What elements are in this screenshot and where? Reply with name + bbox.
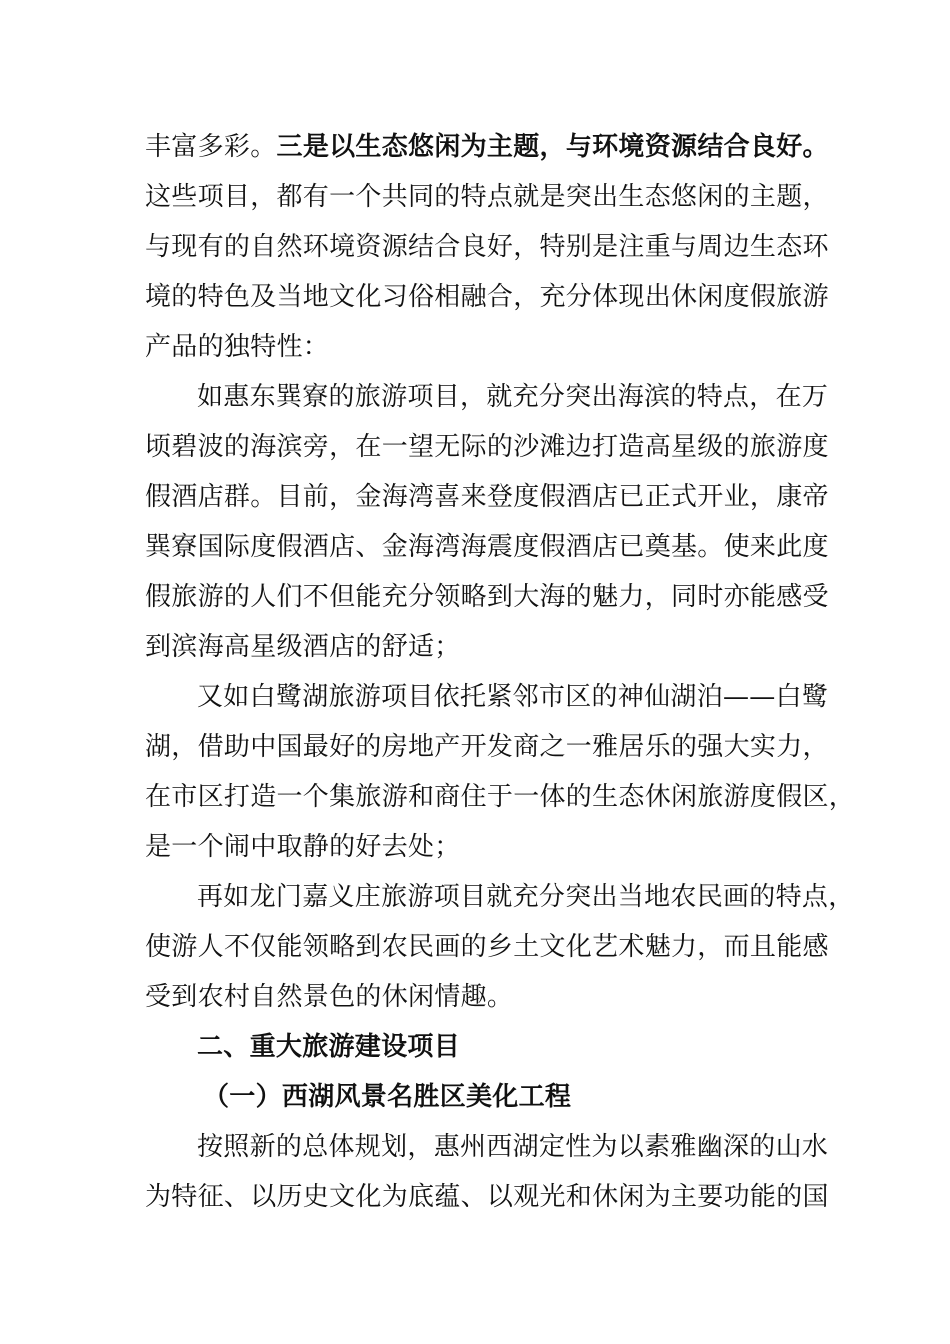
paragraph-line: 湖，借助中国最好的房地产开发商之一雅居乐的强大实力， (145, 732, 829, 762)
paragraph-line: 到滨海高星级酒店的舒适； (145, 632, 461, 662)
paragraph-line: 巽寮国际度假酒店、金海湾海震度假酒店已奠基。使来此度 (145, 532, 829, 562)
paragraph-line: 假旅游的人们不但能充分领略到大海的魅力，同时亦能感受 (145, 582, 829, 612)
paragraph-line: 顷碧波的海滨旁，在一望无际的沙滩边打造高星级的旅游度 (145, 432, 829, 462)
paragraph-line: 使游人不仅能领略到农民画的乡土文化艺术魅力，而且能感 (145, 932, 829, 962)
paragraph-line: 如惠东巽寮的旅游项目，就充分突出海滨的特点，在万 (197, 382, 829, 412)
section-heading: 二、重大旅游建设项目 (197, 1032, 461, 1062)
subsection-heading: （一）西湖风景名胜区美化工程 (203, 1082, 572, 1112)
paragraph-line: 是一个闹中取静的好去处； (145, 832, 461, 862)
text-emphasis: 三是以生态悠闲为主题，与环境资源结合良好。 (276, 132, 829, 162)
paragraph-line: 产品的独特性： (145, 332, 330, 362)
paragraph-line: 在市区打造一个集旅游和商住于一体的生态休闲旅游度假区， (145, 782, 856, 812)
paragraph-line: 再如龙门嘉义庄旅游项目就充分突出当地农民画的特点， (197, 882, 855, 912)
paragraph-line: 假酒店群。目前，金海湾喜来登度假酒店已正式开业，康帝 (145, 482, 829, 512)
paragraph-line: 与现有的自然环境资源结合良好，特别是注重与周边生态环 (145, 232, 829, 262)
paragraph-line: 为特征、以历史文化为底蕴、以观光和休闲为主要功能的国 (145, 1182, 829, 1212)
paragraph-line: 按照新的总体规划，惠州西湖定性为以素雅幽深的山水 (197, 1132, 829, 1162)
paragraph-line: 受到农村自然景色的休闲情趣。 (145, 982, 514, 1012)
body-text (145, 122, 856, 1222)
paragraph-line: 这些项目，都有一个共同的特点就是突出生态悠闲的主题， (145, 182, 829, 212)
paragraph-line: 境的特色及当地文化习俗相融合，充分体现出休闲度假旅游 (145, 282, 829, 312)
text-normal: 丰富多彩。 (145, 132, 277, 162)
paragraph-line: 又如白鹭湖旅游项目依托紧邻市区的神仙湖泊——白鹭 (197, 682, 829, 712)
paragraph-line (145, 122, 829, 172)
